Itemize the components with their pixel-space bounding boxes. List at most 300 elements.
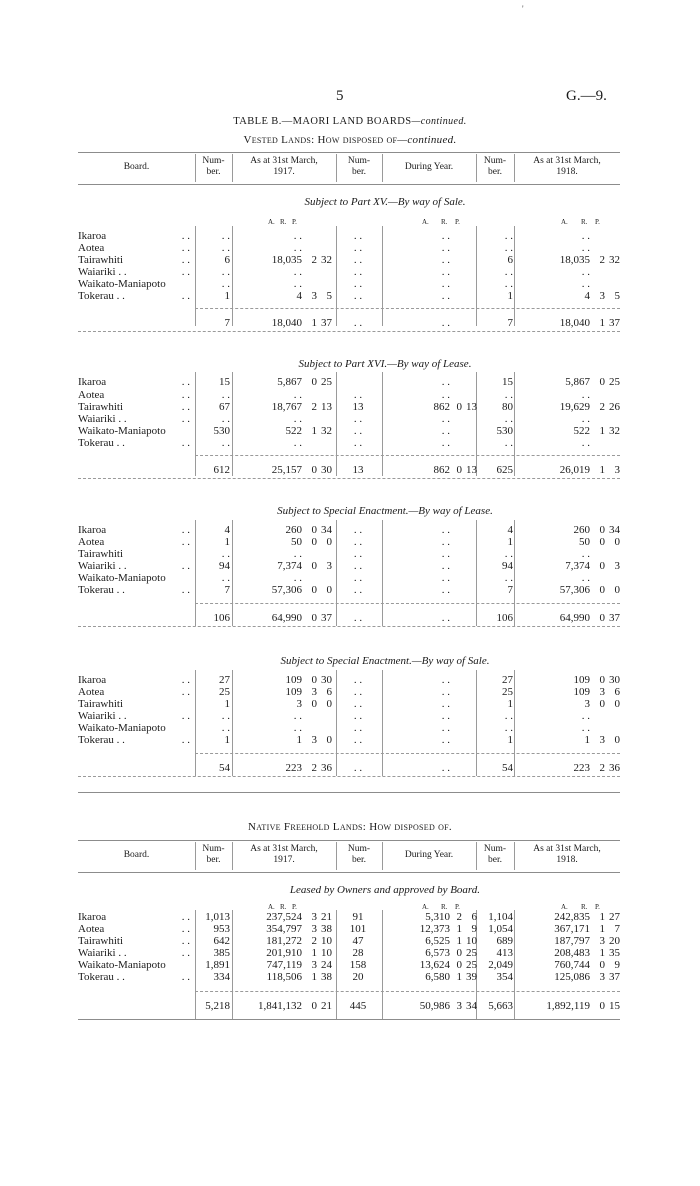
acres-1917: 1	[296, 734, 302, 746]
section-bottom-rule	[78, 331, 620, 332]
perches-during-year: 9	[471, 923, 477, 935]
section-bottom-rule	[78, 478, 620, 479]
vested-lands-title	[0, 134, 700, 146]
unit-roods: R.	[441, 903, 448, 911]
column-header-number-bottom: ber.	[352, 855, 366, 865]
leader-dots: . .	[181, 437, 190, 449]
leader-dots: . .	[181, 686, 190, 698]
table-row	[0, 698, 700, 710]
acres-during-year: 12,373	[419, 923, 450, 935]
number-1918: . .	[504, 572, 513, 584]
acres-during-year: 50,986	[419, 1000, 450, 1012]
number-1918: . .	[504, 266, 513, 278]
acres-1918: 1	[584, 734, 590, 746]
acres-1917: 25,157	[271, 464, 302, 476]
leader-dots: . .	[181, 413, 190, 425]
perches-1917: 21	[321, 1000, 332, 1012]
acres-during-year: . .	[441, 254, 450, 266]
column-header-1918-top: As at 31st March,	[533, 156, 601, 166]
acres-1917: . .	[293, 722, 302, 734]
column-header-1918-bottom: 1918.	[556, 855, 578, 865]
perches-1917: 5	[326, 290, 332, 302]
table-title-continued: —continued.	[411, 116, 467, 127]
roods-1917: 1	[311, 425, 317, 437]
perches-1918: 6	[614, 686, 620, 698]
perches-1918: 20	[609, 935, 620, 947]
number-1917: 1,013	[205, 911, 230, 923]
number-during-year: 101	[349, 923, 367, 935]
acres-1917: 118,506	[266, 971, 302, 983]
table-row	[0, 734, 700, 746]
table-title	[0, 116, 700, 127]
table-row	[0, 278, 700, 290]
roods-1917: 0	[311, 536, 317, 548]
number-1918: 6	[507, 254, 513, 266]
acres-during-year: . .	[441, 548, 450, 560]
number-1918: 1,104	[488, 911, 513, 923]
number-1917: 1	[224, 290, 230, 302]
acres-during-year: . .	[441, 584, 450, 596]
roods-1918: 1	[599, 317, 605, 329]
roods-1917: 3	[311, 734, 317, 746]
leader-dots: . .	[181, 734, 190, 746]
table-row	[0, 947, 700, 959]
board-name: Aotea	[78, 242, 105, 254]
perches-1918: 0	[614, 698, 620, 710]
acres-1917: 5,867	[277, 376, 302, 388]
number-during-year: . .	[353, 734, 363, 746]
perches-during-year: 25	[466, 959, 477, 971]
acres-during-year: . .	[441, 266, 450, 278]
subtotal-rule	[195, 455, 620, 456]
table-row	[0, 389, 700, 401]
table-row	[0, 710, 700, 722]
number-1918: 2,049	[488, 959, 513, 971]
column-header-1917-bottom: 1917.	[273, 167, 295, 177]
perches-1918: 26	[609, 401, 620, 413]
table-row	[0, 674, 700, 686]
board-name: Aotea	[78, 923, 105, 935]
number-during-year: . .	[353, 572, 363, 584]
table-row	[0, 548, 700, 560]
roods-1917: 3	[311, 290, 317, 302]
board-name: Tokerau . .	[78, 290, 125, 302]
perches-1917: 36	[321, 762, 332, 774]
number-1918: 7	[507, 584, 513, 596]
acres-during-year: 6,580	[425, 971, 450, 983]
number-during-year: . .	[353, 698, 363, 710]
board-name: Waikato-Maniapoto	[78, 959, 166, 971]
number-1918: . .	[504, 437, 513, 449]
acres-1917: 747,119	[266, 959, 302, 971]
perches-1918: 5	[614, 290, 620, 302]
acres-1918: 223	[573, 762, 590, 774]
roods-during-year: 3	[456, 1000, 462, 1012]
acres-1918: . .	[581, 278, 590, 290]
number-during-year: . .	[353, 242, 363, 254]
column-header-number-top: Num-	[202, 156, 225, 166]
leader-dots: . .	[181, 401, 190, 413]
table-row	[0, 437, 700, 449]
acres-during-year: . .	[441, 413, 450, 425]
table-bottom-rule	[78, 1019, 620, 1020]
column-header-number-top: Num-	[483, 156, 507, 166]
number-during-year: . .	[353, 413, 363, 425]
table-row	[0, 401, 700, 413]
column-header-number-top: Num-	[347, 156, 371, 166]
perches-1917: 32	[321, 425, 332, 437]
number-1918: . .	[504, 389, 513, 401]
acres-1917: 3	[296, 698, 302, 710]
unit-perches: P.	[292, 218, 297, 226]
number-1917: 334	[213, 971, 230, 983]
acres-during-year: 6,525	[425, 935, 450, 947]
number-1917: . .	[221, 278, 230, 290]
header-bottom-rule	[78, 792, 620, 793]
perches-1917: 0	[326, 536, 332, 548]
number-1917: 1	[224, 536, 230, 548]
roods-1917: 2	[311, 254, 317, 266]
table-row	[0, 959, 700, 971]
roods-1918: 0	[599, 584, 605, 596]
number-during-year: 28	[352, 947, 364, 959]
table-row	[0, 254, 700, 266]
acres-1918: 260	[573, 524, 590, 536]
roods-1918: 2	[599, 254, 605, 266]
unit-acres: A.	[268, 903, 275, 911]
roods-1917: 1	[311, 317, 317, 329]
number-1917: . .	[221, 413, 230, 425]
acres-1918: . .	[581, 710, 590, 722]
roods-1918: 0	[599, 536, 605, 548]
perches-1917: 30	[321, 674, 332, 686]
number-1917: 7	[224, 584, 230, 596]
perches-1918: 30	[609, 674, 620, 686]
number-1917: . .	[221, 437, 230, 449]
number-during-year: . .	[353, 524, 363, 536]
leader-dots: . .	[181, 254, 190, 266]
column-header-number-top: Num-	[202, 844, 225, 854]
number-during-year: 91	[352, 911, 364, 923]
header-top-rule	[78, 840, 620, 841]
acres-during-year: . .	[441, 317, 450, 329]
total-row	[0, 762, 700, 774]
number-1917: 67	[219, 401, 230, 413]
board-name: Ikaroa	[78, 911, 107, 923]
column-header-number-bottom: ber.	[206, 167, 221, 177]
table-row	[0, 376, 700, 388]
column-header-number-top: Num-	[483, 844, 507, 854]
leader-dots: . .	[181, 923, 190, 935]
roods-1918: 0	[599, 674, 605, 686]
number-1918: . .	[504, 278, 513, 290]
unit-acres: A.	[268, 218, 275, 226]
leader-dots: . .	[181, 584, 190, 596]
acres-1917: 223	[285, 762, 302, 774]
acres-during-year: 5,310	[425, 911, 450, 923]
number-1917: 530	[213, 425, 230, 437]
acres-1918: 64,990	[559, 612, 590, 624]
roods-1918: 2	[599, 762, 605, 774]
acres-1918: 242,835	[554, 911, 590, 923]
unit-roods: R.	[441, 218, 448, 226]
board-name: Tokerau . .	[78, 584, 125, 596]
perches-1918: 15	[609, 1000, 620, 1012]
roods-1917: 0	[311, 560, 317, 572]
number-1918: 354	[496, 971, 513, 983]
acres-1918: . .	[581, 722, 590, 734]
perches-1918: 32	[609, 425, 620, 437]
unit-acres: A.	[561, 903, 568, 911]
acres-during-year: . .	[441, 376, 450, 388]
acres-1917: 57,306	[271, 584, 302, 596]
table-row	[0, 413, 700, 425]
acres-1918: 109	[573, 674, 590, 686]
number-during-year: . .	[353, 762, 363, 774]
acres-1917: 260	[285, 524, 302, 536]
leader-dots: . .	[181, 536, 190, 548]
number-during-year: . .	[353, 230, 363, 242]
subtotal-rule	[195, 991, 620, 992]
table-row	[0, 290, 700, 302]
number-during-year: 13	[352, 464, 364, 476]
number-1918: 1,054	[488, 923, 513, 935]
leader-dots: . .	[181, 389, 190, 401]
column-header-during-year: During Year.	[404, 850, 454, 860]
column-header-number-top: Num-	[347, 844, 371, 854]
acres-1918: 50	[579, 536, 590, 548]
acres-1918: 1,892,119	[546, 1000, 590, 1012]
roods-1918: 0	[599, 1000, 605, 1012]
header-bottom-rule	[78, 184, 620, 185]
perches-1918: 36	[609, 762, 620, 774]
acres-1917: . .	[293, 548, 302, 560]
acres-1917: 109	[285, 674, 302, 686]
roods-1917: 3	[311, 923, 317, 935]
perches-1917: 37	[321, 317, 332, 329]
acres-1917: 18,040	[271, 317, 302, 329]
number-during-year: 13	[352, 401, 364, 413]
acres-1918: . .	[581, 230, 590, 242]
number-1918: 413	[496, 947, 513, 959]
number-1918: . .	[504, 230, 513, 242]
column-header-1917-top: As at 31st March,	[250, 844, 318, 854]
perches-1917: 30	[321, 464, 332, 476]
roods-1917: 3	[311, 686, 317, 698]
column-header-number-bottom: ber.	[488, 167, 502, 177]
acres-1918: 760,744	[554, 959, 590, 971]
number-1917: 25	[219, 686, 230, 698]
perches-1918: 0	[614, 536, 620, 548]
column-header-1917-top: As at 31st March,	[250, 156, 318, 166]
number-during-year: . .	[353, 389, 363, 401]
number-1918: . .	[504, 242, 513, 254]
acres-1917: 1,841,132	[258, 1000, 302, 1012]
number-1918: . .	[504, 722, 513, 734]
roods-during-year: 2	[456, 911, 462, 923]
unit-acres: A.	[561, 218, 568, 226]
number-during-year: . .	[353, 722, 363, 734]
number-1917: . .	[221, 572, 230, 584]
perches-1917: 32	[321, 254, 332, 266]
roods-1917: 0	[311, 464, 317, 476]
acres-1918: 3	[584, 698, 590, 710]
leader-dots: . .	[181, 710, 190, 722]
number-1917: 54	[219, 762, 230, 774]
document-reference: G.—9.	[566, 88, 607, 104]
section-heading: Subject to Special Enactment.—By way of Lease.	[277, 505, 493, 517]
board-name: Tokerau . .	[78, 734, 125, 746]
board-name: Aotea	[78, 536, 105, 548]
total-row	[0, 317, 700, 329]
leader-dots: . .	[181, 971, 190, 983]
perches-1918: 25	[609, 376, 620, 388]
leader-dots: . .	[181, 266, 190, 278]
roods-1917: 1	[311, 947, 317, 959]
acres-during-year: . .	[441, 437, 450, 449]
board-name: Tokerau . .	[78, 971, 125, 983]
perches-1918: 34	[609, 524, 620, 536]
roods-1918: 1	[599, 464, 605, 476]
board-name: Ikaroa	[78, 230, 107, 242]
acres-1918: 125,086	[554, 971, 590, 983]
acres-1917: 181,272	[266, 935, 302, 947]
acres-1917: . .	[293, 278, 302, 290]
acres-during-year: . .	[441, 425, 450, 437]
scan-mark: '	[522, 4, 524, 14]
acres-1917: 4	[296, 290, 302, 302]
number-1917: 642	[213, 935, 230, 947]
perches-1918: 7	[614, 923, 620, 935]
acres-1918: 26,019	[559, 464, 590, 476]
roods-1917: 2	[311, 935, 317, 947]
roods-during-year: 0	[456, 464, 462, 476]
table-row	[0, 242, 700, 254]
acres-during-year: 862	[433, 464, 450, 476]
leader-dots: . .	[181, 935, 190, 947]
number-1918: 80	[502, 401, 513, 413]
unit-acres: A.	[422, 903, 429, 911]
roods-during-year: 1	[456, 971, 462, 983]
board-name: Waikato-Maniapoto	[78, 572, 166, 584]
perches-1917: 10	[321, 935, 332, 947]
number-1918: 7	[507, 317, 513, 329]
acres-1917: 7,374	[277, 560, 302, 572]
number-during-year: 158	[349, 959, 367, 971]
table-row	[0, 971, 700, 983]
number-1918: 4	[507, 524, 513, 536]
roods-1918: 1	[599, 923, 605, 935]
acres-during-year: . .	[441, 686, 450, 698]
roods-1917: 3	[311, 959, 317, 971]
acres-1917: . .	[293, 572, 302, 584]
acres-1918: . .	[581, 548, 590, 560]
table-row	[0, 425, 700, 437]
perches-1918: 9	[614, 959, 620, 971]
perches-during-year: 34	[466, 1000, 477, 1012]
acres-1918: . .	[581, 413, 590, 425]
board-name: Ikaroa	[78, 376, 107, 388]
page-number: 5	[336, 88, 344, 104]
perches-1917: 37	[321, 612, 332, 624]
number-1918: 689	[496, 935, 513, 947]
section-heading: Subject to Special Enactment.—By way of Sale.	[280, 655, 490, 667]
acres-1918: 4	[584, 290, 590, 302]
perches-1917: 38	[321, 923, 332, 935]
roods-1917: 1	[311, 971, 317, 983]
acres-during-year: . .	[441, 242, 450, 254]
number-1918: 1	[507, 536, 513, 548]
board-name: Tairawhiti	[78, 401, 124, 413]
subtotal-rule	[195, 603, 620, 604]
acres-1918: 522	[573, 425, 590, 437]
roods-1917: 0	[311, 584, 317, 596]
freehold-lands-title: Native Freehold Lands: How disposed of.	[248, 821, 452, 833]
unit-perches: P.	[292, 903, 297, 911]
number-1917: . .	[221, 230, 230, 242]
header-bottom-rule	[78, 872, 620, 873]
unit-perches: P.	[455, 903, 460, 911]
number-during-year: . .	[353, 686, 363, 698]
acres-during-year: . .	[441, 722, 450, 734]
board-name: Waikato-Maniapoto	[78, 425, 166, 437]
number-1918: 1	[507, 698, 513, 710]
vested-lands-title-main: Vested Lands: How disposed of	[243, 134, 398, 146]
roods-1917: 0	[311, 612, 317, 624]
acres-1918: . .	[581, 437, 590, 449]
unit-roods: R.	[280, 903, 287, 911]
column-header-board: Board.	[123, 162, 150, 172]
acres-1918: 5,867	[565, 376, 590, 388]
table-row	[0, 266, 700, 278]
acres-1917: . .	[293, 266, 302, 278]
perches-1918: 37	[609, 612, 620, 624]
acres-1918: . .	[581, 389, 590, 401]
leader-dots: . .	[181, 947, 190, 959]
section-heading: Subject to Part XV.—By way of Sale.	[304, 196, 466, 208]
perches-1917: 21	[321, 911, 332, 923]
number-during-year: . .	[353, 290, 363, 302]
acres-1917: 109	[285, 686, 302, 698]
roods-1917: 2	[311, 401, 317, 413]
table-row	[0, 536, 700, 548]
acres-1917: 201,910	[266, 947, 302, 959]
acres-during-year: . .	[441, 612, 450, 624]
perches-1917: 25	[321, 376, 332, 388]
acres-1917: . .	[293, 437, 302, 449]
roods-during-year: 0	[456, 947, 462, 959]
number-1918: 94	[502, 560, 513, 572]
unit-perches: P.	[595, 218, 600, 226]
subtotal-rule	[195, 753, 620, 754]
board-name: Waikato-Maniapoto	[78, 278, 166, 290]
acres-during-year: 13,624	[419, 959, 450, 971]
acres-1918: 109	[573, 686, 590, 698]
number-1917: 1	[224, 734, 230, 746]
acres-1917: . .	[293, 230, 302, 242]
number-during-year: . .	[353, 584, 363, 596]
table-row	[0, 572, 700, 584]
roods-1917: 2	[311, 762, 317, 774]
total-row	[0, 612, 700, 624]
total-row	[0, 1000, 700, 1012]
roods-1918: 1	[599, 947, 605, 959]
table-row	[0, 560, 700, 572]
unit-roods: R.	[581, 903, 588, 911]
column-header-1917-bottom: 1917.	[273, 855, 295, 865]
perches-1918: 37	[609, 971, 620, 983]
acres-1917: . .	[293, 710, 302, 722]
